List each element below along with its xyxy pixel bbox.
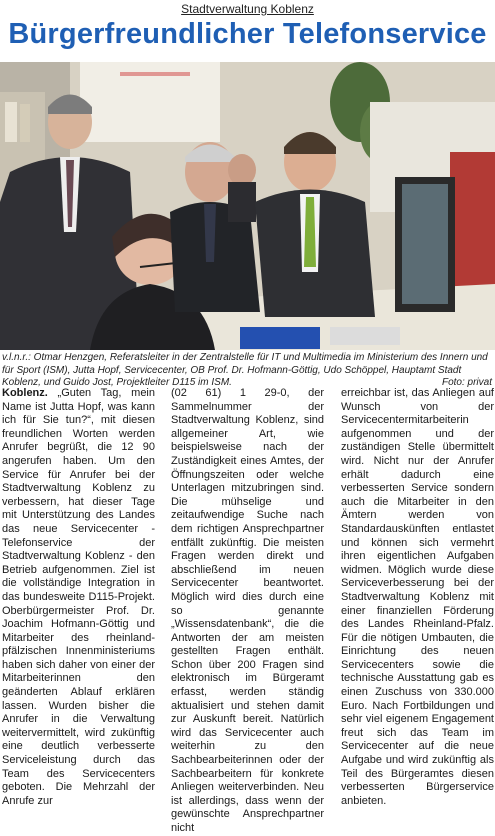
article-body — [2, 387, 494, 834]
article-column-3 — [341, 387, 494, 808]
article-column-2 — [171, 387, 324, 836]
caption-text: v.l.n.r.: Otmar Henzgen, Referatsleiter in der Zentralstelle für IT und Multimedia im Ministerium des Innern und für Sport (ISM), Jutta Hopf, Servicecenter, OB Prof. Dr. Hofmann-Göttig, Udo Schöppel, Hauptamt Stadt Koblenz, und Guido Jost, Projektleiter D115 im ISM. — [2, 352, 488, 388]
photo-credit: Foto: privat — [441, 377, 492, 388]
press-photo-group-at-callcenter-icon — [0, 62, 495, 350]
section-kicker: Stadtverwaltung Koblenz — [181, 2, 314, 16]
dateline: Koblenz. — [2, 387, 48, 399]
column-1-text: „Guten Tag, mein Name ist Jutta Hopf, was kann ich für Sie tun?“, mit diesen freundlichen Worten werden Anrufer begrüßt, die 12 90 angerufen haben. Um den Service für Anrufer bei der Stadtverwaltung Koblenz zu verbessern, hat dieser Tage mit Unterstützung des Landes das neue Servicecenter - Telefonservice der Stadtverwaltung Koblenz - den Betrieb aufgenommen. Ziel ist die vollständige Integration in das bundesweite D115-Projekt. Oberbürgermeister Prof. Dr. Joachim Hofmann-Göttig und Mitarbeiter des rheinland-pfälzischen Innenministeriums haben sich daher von einer der Mitarbeiterinnen den geänderten Ablauf erklären lassen. Wurden bisher die Anrufer in die Verwaltung weitervermittelt, wird zukünftig eine deutlich verbesserte Serviceleistung durch das Team des Servicecenters geboten. Die Mehrzahl der Anrufe zur — [2, 387, 155, 807]
article-photo — [0, 62, 495, 350]
column-2-text: (02 61) 1 29-0, der Sammelnummer der Stadtverwaltung Koblenz, sind allgemeiner Art, wie beispielsweise nach der Zuständigkeit eines Amtes, der Öffnungszeiten oder welche Unterlagen mitzubringen sind. Die mühselige und zeitaufwendige Suche nach dem richtigen Ansprechpartner entfällt zukünftig. Die meisten Fragen werden direkt und abschließend im neuen Servicecenter beantwortet. Möglich wird dies durch eine so genannte „Wissensdatenbank“, die die Antworten der am meisten gestellten Fragen enthält. Schon über 200 Fragen sind elektronisch im Bürgeramt erfasst, werden ständig aktualisiert und stehen damit zur Auskunft bereit. Natürlich wird das Servicecenter auch weiterhin zu den Sachbearbeiterinnen oder der Sachbearbeitern für konkrete Anliegen weiterverbinden. Neu ist allerdings, dass wenn der gewünschte Ansprechpartner nicht — [171, 387, 324, 834]
photo-caption — [2, 352, 492, 390]
column-3-text: erreichbar ist, das Anliegen auf Wunsch von der Servicecentermitarbeiterin aufgenommen und der zuständigen Stelle übermittelt wird. Nicht nur der Anrufer erhält dadurch eine verbesserten Service sondern auch die Mitarbeiter in den Ämtern werden von Standardauskünften entlastet und können sich vermehrt ihren eigentlichen Aufgaben widmen. Möglich wurde diese Serviceverbesserung bei der Stadtverwaltung Koblenz mit einer finanziellen Förderung des Landes Rheinland-Pfalz. Für die nötigen Umbauten, die Einrichtung des neuen Servicecenters sowie die technische Ausstattung gab es einen Zuschuss von 330.000 Euro. Nach Fortbildungen und sehr viel eigenem Engagement freut sich das Team im Servicecenter auf die neue Aufgabe und wird zukünftig als Teil des Bürgeramtes diesen verbesserten Bürgerservice anbieten. — [341, 387, 494, 807]
article-column-1 — [2, 387, 155, 808]
article-headline: Bürgerfreundlicher Telefonservice — [8, 18, 487, 50]
